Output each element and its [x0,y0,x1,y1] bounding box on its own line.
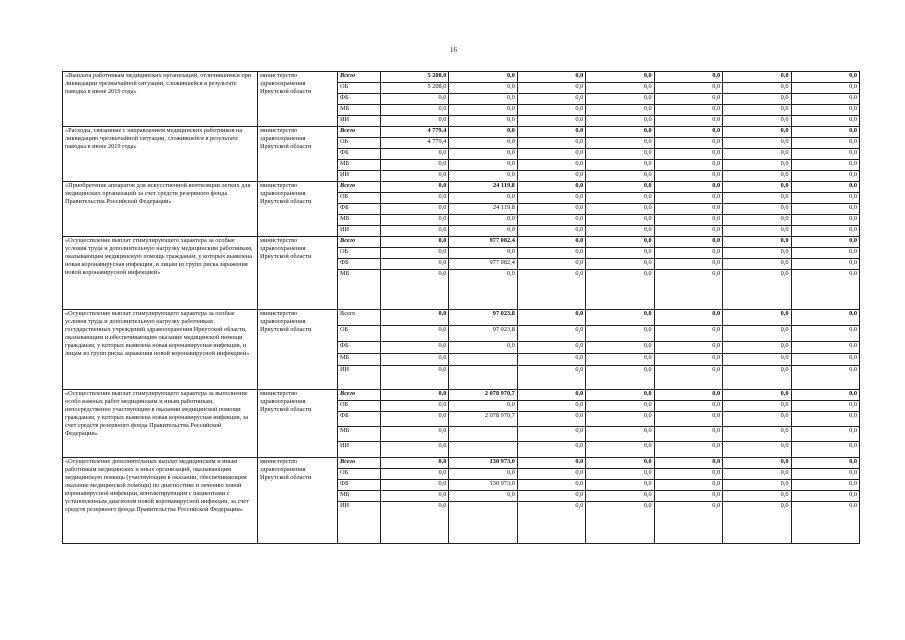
value-cell: 0,0 [381,149,449,160]
value-cell: 0,0 [517,204,585,215]
value-cell: 0,0 [517,401,585,412]
value-cell: 0,0 [791,116,859,127]
value-cell: 0,0 [381,354,449,366]
value-cell: 0,0 [449,491,517,502]
value-cell: 0,0 [517,270,585,310]
value-cell: 977 082,4 [449,237,517,248]
value-cell: 0,0 [791,72,859,83]
value-cell: 0,0 [791,491,859,502]
value-cell: 0,0 [723,412,791,427]
value-cell: 0,0 [449,149,517,160]
funding-source: ИИ [338,171,381,182]
value-cell: 0,0 [791,480,859,491]
value-cell: 0,0 [449,83,517,94]
value-cell: 0,0 [723,204,791,215]
value-cell: 0,0 [723,215,791,226]
funding-source: ИИ [338,366,381,390]
value-cell: 0,0 [723,469,791,480]
value-cell: 0,0 [791,442,859,458]
value-cell: 0,0 [449,138,517,149]
value-cell: 0,0 [791,310,859,326]
value-cell: 0,0 [381,182,449,193]
value-cell: 0,0 [381,160,449,171]
value-cell: 0,0 [517,193,585,204]
executor: министерство здравоохранения Иркутской области [258,237,338,310]
value-cell: 0,0 [723,127,791,138]
value-cell: 0,0 [517,412,585,427]
value-cell: 0,0 [381,326,449,342]
value-cell: 0,0 [654,94,722,105]
value-cell: 0,0 [586,127,654,138]
value-cell: 0,0 [381,342,449,354]
value-cell: 0,0 [517,149,585,160]
funding-source: МБ [338,354,381,366]
funding-source: ОБ [338,326,381,342]
value-cell: 0,0 [517,469,585,480]
value-cell: 0,0 [517,491,585,502]
value-cell: 0,0 [791,427,859,442]
value-cell: 0,0 [586,480,654,491]
value-cell: 0,0 [654,127,722,138]
value-cell: 0,0 [586,342,654,354]
value-cell: 24 119,8 [449,204,517,215]
value-cell: 0,0 [517,326,585,342]
value-cell: 0,0 [586,270,654,310]
value-cell: 0,0 [723,502,791,544]
value-cell: 0,0 [654,226,722,237]
executor: министерство здравоохранения Иркутской области [258,390,338,458]
value-cell: 0,0 [381,458,449,469]
value-cell: 0,0 [723,401,791,412]
value-cell: 0,0 [586,491,654,502]
value-cell: 0,0 [517,215,585,226]
executor: министерство здравоохранения Иркутской области [258,72,338,127]
value-cell: 0,0 [517,442,585,458]
activity-description: «Выплата работникам медицинских организаций, отличившимся при ликвидации чрезвычайной ситуации, сложившейся в результате паводка в июне 2019 года» [63,72,258,127]
value-cell: 0,0 [654,83,722,94]
value-cell: 0,0 [791,401,859,412]
funding-source: ФБ [338,412,381,427]
value-cell: 0,0 [449,248,517,259]
value-cell: 0,0 [381,116,449,127]
value-cell: 0,0 [723,105,791,116]
value-cell: 0,0 [586,502,654,544]
funding-source: ОБ [338,193,381,204]
value-cell: 0,0 [449,469,517,480]
funding-source: ОБ [338,469,381,480]
table-row [63,310,860,326]
value-cell: 0,0 [517,237,585,248]
value-cell: 0,0 [586,412,654,427]
value-cell: 0,0 [381,270,449,310]
activity-description: «Расходы, связанные с направлением медицинских работников на ликвидацию чрезвычайной ситуации, сложившейся в результате паводка в июне 2019 года» [63,127,258,182]
value-cell: 0,0 [654,326,722,342]
value-cell: 0,0 [586,226,654,237]
value-cell: 0,0 [517,116,585,127]
value-cell: 0,0 [517,72,585,83]
value-cell: 0,0 [381,480,449,491]
value-cell: 0,0 [791,458,859,469]
table-row [63,390,860,401]
value-cell: 0,0 [791,326,859,342]
value-cell: 0,0 [791,390,859,401]
activity-description: «Приобретение аппаратов для искусственной вентиляции легких для медицинских организаций за счет средств резервного фонда Правительства Российской Федерации» [63,182,258,237]
value-cell: 0,0 [723,354,791,366]
budget-table [62,71,860,544]
value-cell: 0,0 [381,237,449,248]
value-cell: 0,0 [381,259,449,270]
value-cell: 0,0 [654,342,722,354]
value-cell: 0,0 [517,226,585,237]
value-cell: 0,0 [586,105,654,116]
value-cell: 0,0 [517,458,585,469]
value-cell: 0,0 [723,342,791,354]
value-cell: 0,0 [791,469,859,480]
table-row [63,127,860,138]
value-cell: 0,0 [654,366,722,390]
value-cell: 0,0 [654,491,722,502]
value-cell: 0,0 [654,469,722,480]
value-cell: 0,0 [654,354,722,366]
value-cell: 0,0 [723,226,791,237]
funding-source: Всего [338,127,381,138]
value-cell: 0,0 [654,149,722,160]
value-cell: 0,0 [517,94,585,105]
value-cell [449,442,517,458]
value-cell: 0,0 [723,310,791,326]
value-cell: 0,0 [381,171,449,182]
funding-source: Всего [338,237,381,248]
value-cell: 0,0 [517,248,585,259]
value-cell: 0,0 [723,160,791,171]
value-cell: 0,0 [586,171,654,182]
value-cell: 0,0 [517,310,585,326]
executor: министерство здравоохранения Иркутской области [258,310,338,390]
funding-source: ФБ [338,259,381,270]
value-cell: 0,0 [723,259,791,270]
value-cell: 0,0 [791,226,859,237]
value-cell: 0,0 [381,366,449,390]
value-cell: 0,0 [381,427,449,442]
value-cell: 0,0 [654,116,722,127]
value-cell: 0,0 [449,342,517,354]
value-cell: 0,0 [723,458,791,469]
value-cell: 0,0 [381,401,449,412]
value-cell: 0,0 [586,72,654,83]
value-cell: 0,0 [654,204,722,215]
executor: министерство здравоохранения Иркутской области [258,458,338,544]
value-cell: 0,0 [449,160,517,171]
funding-source: ФБ [338,204,381,215]
value-cell: 0,0 [381,390,449,401]
table-row [63,182,860,193]
value-cell: 2 078 970,7 [449,390,517,401]
value-cell: 0,0 [381,502,449,544]
value-cell: 0,0 [723,149,791,160]
value-cell: 0,0 [654,193,722,204]
value-cell: 0,0 [449,401,517,412]
value-cell: 0,0 [586,326,654,342]
value-cell: 0,0 [586,138,654,149]
value-cell: 0,0 [723,442,791,458]
funding-source: МБ [338,160,381,171]
activity-description: «Осуществление выплат стимулирующего характера за выполнение особо важных работ медицинским и иным работникам, непосредственно участвующим в оказании медицинской помощи гражданам, у которых выявлена новая коронавирусная инфекция, за счет средств резервного фонда Правительства Российской Федерации» [63,390,258,458]
value-cell: 0,0 [723,248,791,259]
value-cell: 0,0 [723,480,791,491]
funding-source: ИИ [338,116,381,127]
table-row [63,237,860,248]
value-cell: 0,0 [586,83,654,94]
value-cell: 0,0 [791,204,859,215]
value-cell: 0,0 [723,491,791,502]
value-cell: 0,0 [517,480,585,491]
value-cell: 0,0 [654,248,722,259]
funding-source: Всего [338,72,381,83]
value-cell: 0,0 [791,248,859,259]
value-cell: 0,0 [654,401,722,412]
funding-source: МБ [338,270,381,310]
funding-source: ИИ [338,226,381,237]
value-cell: 0,0 [723,138,791,149]
value-cell: 0,0 [381,226,449,237]
value-cell: 0,0 [381,491,449,502]
value-cell: 0,0 [586,237,654,248]
value-cell: 0,0 [723,326,791,342]
value-cell: 0,0 [586,204,654,215]
value-cell: 0,0 [517,127,585,138]
table-row [63,72,860,83]
value-cell: 0,0 [517,342,585,354]
value-cell: 0,0 [381,204,449,215]
value-cell: 0,0 [449,215,517,226]
value-cell: 0,0 [517,427,585,442]
value-cell: 97 023,8 [449,310,517,326]
value-cell: 5 208,0 [381,83,449,94]
value-cell: 0,0 [654,412,722,427]
value-cell: 0,0 [791,412,859,427]
value-cell: 0,0 [723,366,791,390]
value-cell: 0,0 [791,83,859,94]
value-cell: 0,0 [791,138,859,149]
value-cell: 0,0 [586,149,654,160]
value-cell: 2 078 970,7 [449,412,517,427]
value-cell: 0,0 [654,502,722,544]
value-cell: 0,0 [723,237,791,248]
funding-source: ОБ [338,138,381,149]
value-cell: 0,0 [449,105,517,116]
funding-source: ОБ [338,401,381,412]
value-cell: 0,0 [586,458,654,469]
value-cell: 0,0 [654,390,722,401]
value-cell: 0,0 [586,116,654,127]
funding-source: ОБ [338,83,381,94]
value-cell: 0,0 [517,83,585,94]
value-cell: 0,0 [586,193,654,204]
value-cell [449,502,517,544]
value-cell: 0,0 [381,310,449,326]
funding-source: ФБ [338,480,381,491]
value-cell: 0,0 [381,94,449,105]
value-cell: 0,0 [517,138,585,149]
value-cell: 0,0 [791,149,859,160]
activity-description: «Осуществление выплат стимулирующего характера за особые условия труда и дополнительную нагрузку работникам государственных учреждений здравоохранения Иркутской области, оказывающим и обеспечивающим оказание медицинской помощи гражданам, у которых выявлена новая коронавирусная инфекция, и лицам из групп риска заражения новой коронавирусной инфекцией» [63,310,258,390]
value-cell: 0,0 [654,480,722,491]
value-cell: 0,0 [654,160,722,171]
value-cell: 0,0 [517,182,585,193]
value-cell: 0,0 [791,342,859,354]
value-cell: 0,0 [723,72,791,83]
value-cell [449,354,517,366]
funding-source: МБ [338,491,381,502]
value-cell: 0,0 [517,105,585,116]
value-cell: 0,0 [654,72,722,83]
value-cell: 0,0 [586,427,654,442]
value-cell: 0,0 [381,105,449,116]
funding-source: ФБ [338,149,381,160]
funding-source: МБ [338,215,381,226]
value-cell: 0,0 [654,310,722,326]
value-cell: 0,0 [449,171,517,182]
value-cell: 0,0 [723,83,791,94]
value-cell: 0,0 [791,105,859,116]
value-cell: 97 023,8 [449,326,517,342]
value-cell: 0,0 [449,127,517,138]
activity-description: «Осуществление дополнительных выплат медицинским и иным работникам медицинских и иных организаций, оказывающим медицинскую помощь (участвующим в оказании, обеспечивающим оказание медицинской помощи) по диагностике и лечению новой коронавирусной инфекции, контактирующим с пациентами с установленным диагнозом новой коронавирусной инфекции, за счет средств резервного фонда Правительства Российской Федерации» [63,458,258,544]
value-cell: 130 973,0 [449,480,517,491]
value-cell: 0,0 [449,94,517,105]
funding-source: ИИ [338,502,381,544]
value-cell: 0,0 [654,171,722,182]
value-cell: 0,0 [586,248,654,259]
value-cell: 0,0 [723,171,791,182]
value-cell: 0,0 [791,237,859,248]
value-cell: 0,0 [723,427,791,442]
value-cell: 0,0 [791,354,859,366]
value-cell: 0,0 [654,427,722,442]
value-cell: 0,0 [381,248,449,259]
value-cell: 0,0 [791,366,859,390]
value-cell: 0,0 [654,442,722,458]
value-cell: 0,0 [654,259,722,270]
value-cell: 0,0 [723,182,791,193]
value-cell: 24 119,8 [449,182,517,193]
value-cell: 0,0 [517,366,585,390]
value-cell: 0,0 [586,259,654,270]
value-cell: 0,0 [791,182,859,193]
value-cell: 0,0 [723,94,791,105]
value-cell: 0,0 [586,366,654,390]
funding-source: Всего [338,390,381,401]
funding-source: ОБ [338,248,381,259]
funding-source: МБ [338,427,381,442]
value-cell [449,366,517,390]
value-cell: 0,0 [586,182,654,193]
activity-description: «Осуществление выплат стимулирующего характера за особые условия труда и дополнительную нагрузку медицинским работникам, оказывающим медицинскую помощь гражданам, у которых выявлена новая коронавирусная инфекция, и лицам из групп риска заражения новой коронавирусной инфекцией» [63,237,258,310]
value-cell: 0,0 [449,193,517,204]
funding-source: ФБ [338,94,381,105]
value-cell: 0,0 [654,215,722,226]
value-cell: 0,0 [723,116,791,127]
value-cell: 130 973,0 [449,458,517,469]
value-cell: 0,0 [381,442,449,458]
value-cell: 0,0 [723,390,791,401]
value-cell: 0,0 [586,442,654,458]
value-cell: 0,0 [791,160,859,171]
funding-source: ИИ [338,442,381,458]
value-cell: 0,0 [586,160,654,171]
value-cell: 0,0 [654,237,722,248]
value-cell: 0,0 [654,458,722,469]
value-cell: 0,0 [791,259,859,270]
value-cell: 0,0 [586,354,654,366]
value-cell: 0,0 [586,94,654,105]
value-cell: 0,0 [381,469,449,480]
funding-source: Всего [338,310,381,326]
value-cell: 0,0 [381,215,449,226]
value-cell: 0,0 [791,127,859,138]
value-cell: 0,0 [517,390,585,401]
value-cell: 5 208,0 [381,72,449,83]
value-cell: 0,0 [586,401,654,412]
value-cell: 0,0 [586,469,654,480]
value-cell: 4 779,4 [381,138,449,149]
value-cell: 0,0 [723,193,791,204]
value-cell: 0,0 [723,270,791,310]
value-cell: 0,0 [381,193,449,204]
value-cell: 0,0 [654,138,722,149]
value-cell: 0,0 [517,259,585,270]
value-cell: 0,0 [654,105,722,116]
value-cell: 0,0 [654,182,722,193]
value-cell: 0,0 [517,354,585,366]
value-cell: 0,0 [449,116,517,127]
value-cell: 0,0 [791,270,859,310]
value-cell: 0,0 [586,310,654,326]
value-cell: 0,0 [586,390,654,401]
table-row [63,458,860,469]
value-cell: 0,0 [791,215,859,226]
value-cell: 0,0 [791,193,859,204]
page-number: 16 [450,46,457,54]
funding-source: ФБ [338,342,381,354]
value-cell: 977 082,4 [449,259,517,270]
value-cell: 0,0 [654,270,722,310]
value-cell: 0,0 [517,160,585,171]
value-cell: 0,0 [449,72,517,83]
value-cell: 0,0 [791,502,859,544]
value-cell: 0,0 [517,502,585,544]
executor: министерство здравоохранения Иркутской области [258,182,338,237]
value-cell: 0,0 [449,226,517,237]
value-cell: 0,0 [791,171,859,182]
funding-source: Всего [338,458,381,469]
value-cell: 0,0 [791,94,859,105]
executor: министерство здравоохранения Иркутской области [258,127,338,182]
value-cell: 0,0 [586,215,654,226]
funding-source: Всего [338,182,381,193]
value-cell: 4 779,4 [381,127,449,138]
funding-source: МБ [338,105,381,116]
value-cell: 0,0 [517,171,585,182]
value-cell [449,427,517,442]
value-cell: 0,0 [381,412,449,427]
value-cell: 0,0 [449,270,517,310]
